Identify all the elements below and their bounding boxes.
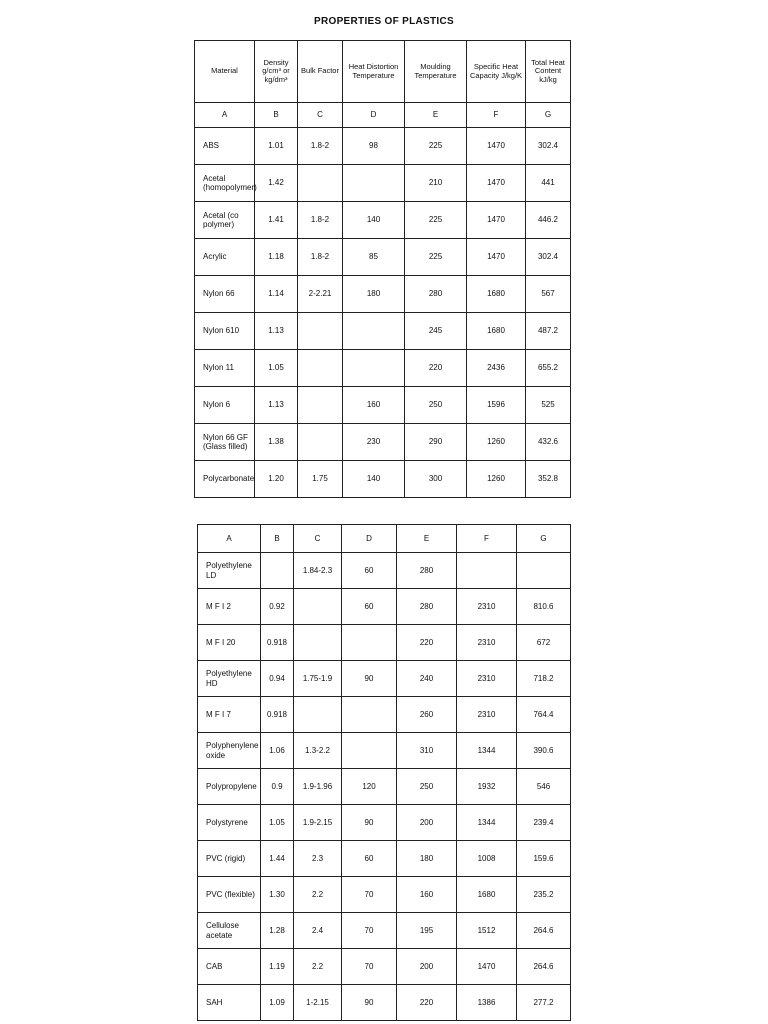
table-row	[198, 661, 571, 697]
value-cell: 1.13	[255, 313, 298, 350]
value-cell: 60	[342, 841, 397, 877]
column-letter: E	[397, 525, 457, 553]
value-cell: 70	[342, 949, 397, 985]
table-row	[198, 553, 571, 589]
column-letter: D	[343, 103, 405, 128]
value-cell: 90	[342, 985, 397, 1021]
value-cell	[342, 697, 397, 733]
value-cell: 1.06	[261, 733, 294, 769]
material-name-cell: SAH	[198, 985, 261, 1021]
column-letter: E	[405, 103, 467, 128]
material-name-cell: Polycarbonate	[195, 461, 255, 498]
value-cell: 1470	[467, 239, 526, 276]
table-row	[198, 589, 571, 625]
value-cell: 159.6	[517, 841, 571, 877]
table-row	[195, 461, 571, 498]
column-header: Total Heat Content kJ/kg	[526, 41, 571, 103]
column-letter: G	[526, 103, 571, 128]
column-header: Density g/cm³ or kg/dm³	[255, 41, 298, 103]
value-cell	[294, 625, 342, 661]
value-cell: 0.918	[261, 697, 294, 733]
value-cell: 2-2.21	[298, 276, 343, 313]
table-row	[198, 805, 571, 841]
value-cell: 1260	[467, 424, 526, 461]
column-letter: F	[467, 103, 526, 128]
value-cell: 1.05	[261, 805, 294, 841]
value-cell: 280	[405, 276, 467, 313]
value-cell: 90	[342, 805, 397, 841]
value-cell: 210	[405, 165, 467, 202]
value-cell: 1.84-2.3	[294, 553, 342, 589]
value-cell: 1.42	[255, 165, 298, 202]
material-name-cell: Nylon 11	[195, 350, 255, 387]
value-cell	[457, 553, 517, 589]
value-cell: 1.18	[255, 239, 298, 276]
material-name-cell: Acetal (homopolymer)	[195, 165, 255, 202]
value-cell: 1.75-1.9	[294, 661, 342, 697]
value-cell: 220	[397, 985, 457, 1021]
value-cell: 140	[343, 202, 405, 239]
value-cell: 1.3-2.2	[294, 733, 342, 769]
value-cell: 432.6	[526, 424, 571, 461]
value-cell: 250	[397, 769, 457, 805]
value-cell: 1.75	[298, 461, 343, 498]
value-cell: 160	[343, 387, 405, 424]
column-letter: A	[198, 525, 261, 553]
column-letter: A	[195, 103, 255, 128]
value-cell: 140	[343, 461, 405, 498]
material-name-cell: M F I 20	[198, 625, 261, 661]
value-cell: 1680	[457, 877, 517, 913]
value-cell: 250	[405, 387, 467, 424]
value-cell	[343, 313, 405, 350]
value-cell: 290	[405, 424, 467, 461]
value-cell: 1.09	[261, 985, 294, 1021]
value-cell: 1.19	[261, 949, 294, 985]
table-row	[198, 841, 571, 877]
material-name-cell: ABS	[195, 128, 255, 165]
value-cell: 567	[526, 276, 571, 313]
value-cell: 225	[405, 202, 467, 239]
material-name-cell: Cellulose acetate	[198, 913, 261, 949]
table-row	[195, 387, 571, 424]
value-cell: 225	[405, 128, 467, 165]
page-title: PROPERTIES OF PLASTICS	[314, 16, 454, 27]
value-cell: 195	[397, 913, 457, 949]
value-cell: 0.94	[261, 661, 294, 697]
value-cell: 280	[397, 589, 457, 625]
value-cell: 446.2	[526, 202, 571, 239]
table-row	[195, 128, 571, 165]
value-cell: 1.30	[261, 877, 294, 913]
value-cell: 60	[342, 553, 397, 589]
material-name-cell: Polystyrene	[198, 805, 261, 841]
material-name-cell: Nylon 610	[195, 313, 255, 350]
value-cell: 60	[342, 589, 397, 625]
value-cell: 1.14	[255, 276, 298, 313]
value-cell: 672	[517, 625, 571, 661]
value-cell: 1.8-2	[298, 202, 343, 239]
value-cell: 2.2	[294, 877, 342, 913]
value-cell: 302.4	[526, 128, 571, 165]
table-row	[198, 949, 571, 985]
value-cell: 2310	[457, 625, 517, 661]
value-cell: 1344	[457, 805, 517, 841]
value-cell	[261, 553, 294, 589]
value-cell: 1.05	[255, 350, 298, 387]
material-name-cell: CAB	[198, 949, 261, 985]
header-row	[195, 41, 571, 103]
material-name-cell: PVC (flexible)	[198, 877, 261, 913]
value-cell	[517, 553, 571, 589]
column-header: Heat Distortion Temperature	[343, 41, 405, 103]
value-cell: 487.2	[526, 313, 571, 350]
value-cell: 220	[397, 625, 457, 661]
value-cell: 1-2.15	[294, 985, 342, 1021]
value-cell: 245	[405, 313, 467, 350]
value-cell: 2.4	[294, 913, 342, 949]
value-cell: 1.13	[255, 387, 298, 424]
value-cell: 810.6	[517, 589, 571, 625]
column-letter: B	[261, 525, 294, 553]
value-cell: 2310	[457, 589, 517, 625]
value-cell: 0.918	[261, 625, 294, 661]
table-row	[195, 276, 571, 313]
table-row	[198, 733, 571, 769]
value-cell	[342, 733, 397, 769]
material-name-cell: Polypropylene	[198, 769, 261, 805]
value-cell: 70	[342, 877, 397, 913]
value-cell: 200	[397, 949, 457, 985]
material-name-cell: M F I 7	[198, 697, 261, 733]
value-cell: 264.6	[517, 913, 571, 949]
value-cell	[342, 625, 397, 661]
value-cell: 302.4	[526, 239, 571, 276]
value-cell: 0.92	[261, 589, 294, 625]
value-cell: 2310	[457, 661, 517, 697]
material-name-cell: Nylon 66	[195, 276, 255, 313]
table-row	[195, 350, 571, 387]
value-cell: 180	[397, 841, 457, 877]
value-cell: 85	[343, 239, 405, 276]
value-cell: 1.44	[261, 841, 294, 877]
value-cell: 2.2	[294, 949, 342, 985]
value-cell: 1386	[457, 985, 517, 1021]
value-cell: 1596	[467, 387, 526, 424]
column-letter: B	[255, 103, 298, 128]
value-cell: 235.2	[517, 877, 571, 913]
table-row	[198, 985, 571, 1021]
value-cell: 300	[405, 461, 467, 498]
value-cell	[294, 697, 342, 733]
value-cell: 280	[397, 553, 457, 589]
value-cell: 160	[397, 877, 457, 913]
column-letter: C	[298, 103, 343, 128]
material-name-cell: Nylon 66 GF (Glass filled)	[195, 424, 255, 461]
value-cell: 277.2	[517, 985, 571, 1021]
value-cell: 1512	[457, 913, 517, 949]
column-header: Specific Heat Capacity J/kg/K	[467, 41, 526, 103]
value-cell: 1.01	[255, 128, 298, 165]
value-cell: 2.3	[294, 841, 342, 877]
column-letter-row	[195, 103, 571, 128]
material-name-cell: Acrylic	[195, 239, 255, 276]
value-cell: 1344	[457, 733, 517, 769]
value-cell: 240	[397, 661, 457, 697]
value-cell: 764.4	[517, 697, 571, 733]
material-name-cell: M F I 2	[198, 589, 261, 625]
value-cell: 441	[526, 165, 571, 202]
value-cell: 180	[343, 276, 405, 313]
column-header: Material	[195, 41, 255, 103]
material-name-cell: Polyethylene LD	[198, 553, 261, 589]
value-cell	[343, 165, 405, 202]
value-cell: 2436	[467, 350, 526, 387]
value-cell: 1.9-1.96	[294, 769, 342, 805]
value-cell: 525	[526, 387, 571, 424]
value-cell: 1680	[467, 276, 526, 313]
value-cell: 1470	[467, 128, 526, 165]
properties-table-1	[194, 40, 571, 498]
table-row	[198, 625, 571, 661]
material-name-cell: PVC (rigid)	[198, 841, 261, 877]
value-cell: 1470	[467, 165, 526, 202]
table-row	[195, 239, 571, 276]
column-letter-row	[198, 525, 571, 553]
column-header: Moulding Temperature	[405, 41, 467, 103]
material-name-cell: Nylon 6	[195, 387, 255, 424]
value-cell: 264.6	[517, 949, 571, 985]
value-cell: 70	[342, 913, 397, 949]
value-cell: 98	[343, 128, 405, 165]
value-cell	[298, 387, 343, 424]
value-cell: 1680	[467, 313, 526, 350]
value-cell: 1470	[467, 202, 526, 239]
table-row	[198, 913, 571, 949]
value-cell: 1932	[457, 769, 517, 805]
value-cell: 0.9	[261, 769, 294, 805]
value-cell	[298, 350, 343, 387]
value-cell: 220	[405, 350, 467, 387]
column-letter: C	[294, 525, 342, 553]
value-cell	[298, 313, 343, 350]
table-row	[198, 769, 571, 805]
material-name-cell: Acetal (co polymer)	[195, 202, 255, 239]
value-cell: 120	[342, 769, 397, 805]
table-row	[195, 202, 571, 239]
table-row	[195, 165, 571, 202]
column-letter: F	[457, 525, 517, 553]
material-name-cell: Polyethylene HD	[198, 661, 261, 697]
table-row	[198, 877, 571, 913]
value-cell: 1260	[467, 461, 526, 498]
value-cell: 1.20	[255, 461, 298, 498]
value-cell: 390.6	[517, 733, 571, 769]
value-cell: 655.2	[526, 350, 571, 387]
column-letter: D	[342, 525, 397, 553]
value-cell: 1470	[457, 949, 517, 985]
value-cell: 239.4	[517, 805, 571, 841]
value-cell: 1008	[457, 841, 517, 877]
value-cell	[294, 589, 342, 625]
table-row	[195, 424, 571, 461]
value-cell	[343, 350, 405, 387]
value-cell	[298, 165, 343, 202]
value-cell	[298, 424, 343, 461]
column-letter: G	[517, 525, 571, 553]
value-cell: 718.2	[517, 661, 571, 697]
properties-table-2	[197, 524, 571, 1021]
value-cell: 90	[342, 661, 397, 697]
table-row	[198, 697, 571, 733]
value-cell: 546	[517, 769, 571, 805]
table-row	[195, 313, 571, 350]
value-cell: 260	[397, 697, 457, 733]
value-cell: 225	[405, 239, 467, 276]
value-cell: 1.9-2.15	[294, 805, 342, 841]
value-cell: 1.28	[261, 913, 294, 949]
value-cell: 2310	[457, 697, 517, 733]
value-cell: 1.41	[255, 202, 298, 239]
value-cell: 1.8-2	[298, 239, 343, 276]
material-name-cell: Polyphenylene oxide	[198, 733, 261, 769]
value-cell: 230	[343, 424, 405, 461]
value-cell: 310	[397, 733, 457, 769]
value-cell: 1.38	[255, 424, 298, 461]
value-cell: 200	[397, 805, 457, 841]
column-header: Bulk Factor	[298, 41, 343, 103]
value-cell: 352.8	[526, 461, 571, 498]
value-cell: 1.8-2	[298, 128, 343, 165]
